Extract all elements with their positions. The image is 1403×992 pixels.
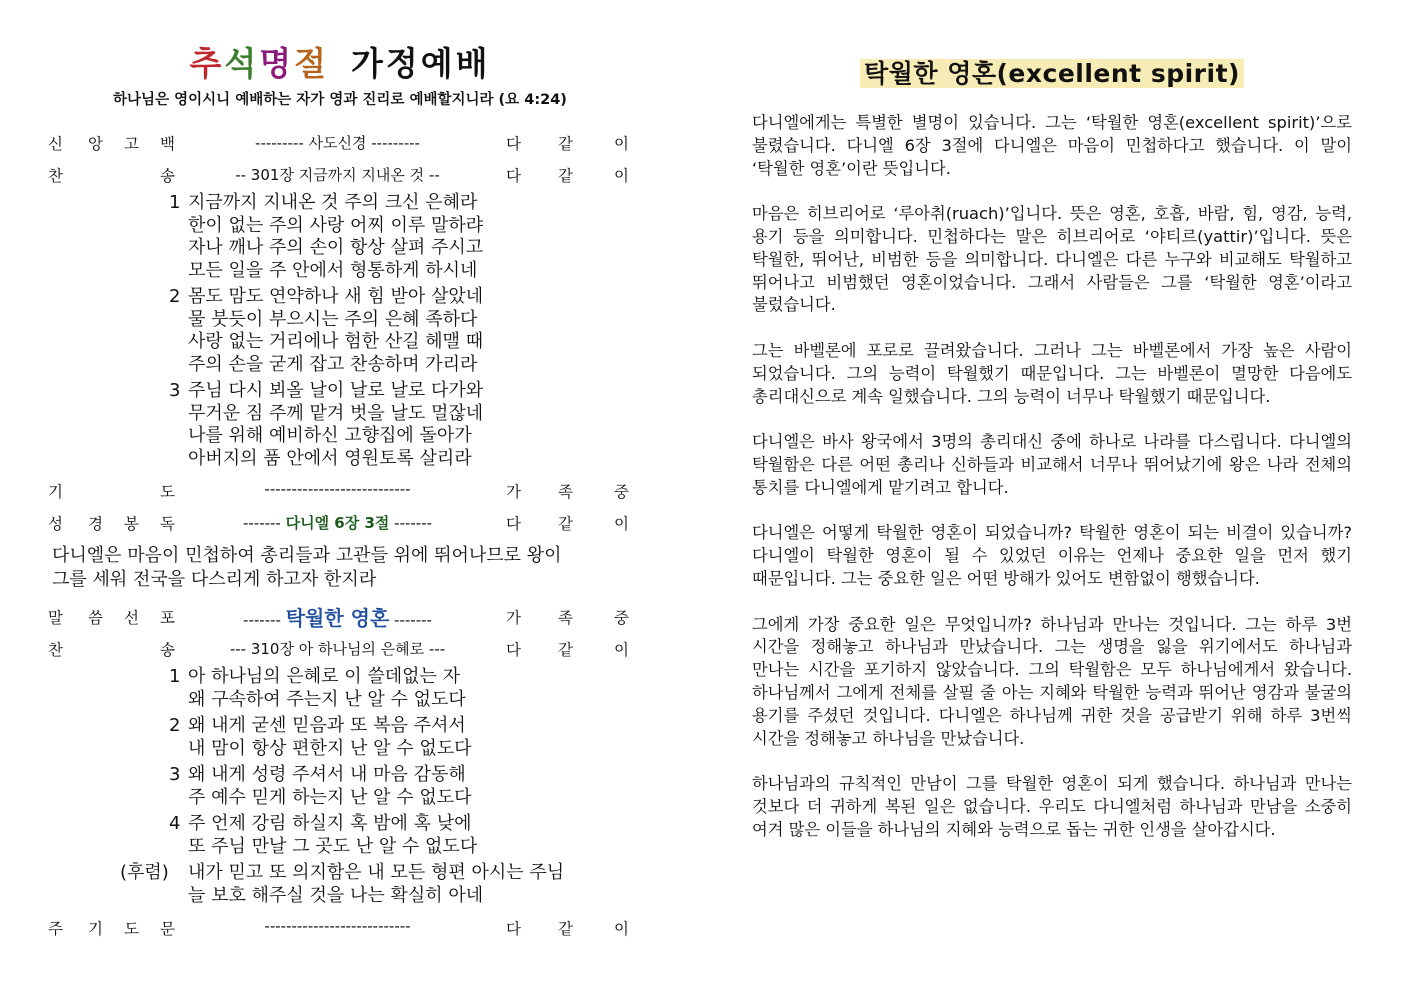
hymn-verse bbox=[40, 715, 640, 760]
scripture-reading bbox=[52, 544, 640, 592]
row-right-char: 가 bbox=[506, 483, 521, 501]
hymn-verse bbox=[40, 813, 640, 858]
sermon-paragraph: 마음은 히브리어로 ‘루아취(ruach)’입니다. 뜻은 영혼, 호흡, 바람, 힘, 영감, 능력, 용기 등을 의미합니다. 민첩하다는 말은 히브리어로 ‘야티르(yattir)’입니다. 뜻은 탁월한, 뛰어난, 비범한 등을 의미합니다. 다니엘은 다른 누구와 비교해도 탁월하고 뛰어나고 비범했던 영혼이었습니다. 그래서 사람들은 그를 ‘탁월한 영혼’이라고 불렀습니다. bbox=[752, 204, 1352, 315]
row-right-char: 이 bbox=[614, 515, 629, 533]
row-right-char: 같 bbox=[558, 167, 573, 185]
reading-line: 그를 세워 전국을 다스리게 하고자 한지라 bbox=[52, 569, 377, 590]
verse-line: 사랑 없는 거리에나 험한 산길 헤맬 때 bbox=[188, 331, 484, 352]
row-label-char: 앙 bbox=[88, 135, 103, 153]
row-label-char: 성 bbox=[48, 515, 63, 533]
row-right-char: 다 bbox=[506, 920, 521, 938]
verse-line: 나를 위해 예비하신 고향집에 돌아가 bbox=[188, 425, 472, 446]
row-content: -- 301장 지금까지 지내온 것 -- bbox=[235, 166, 440, 184]
sermon-paragraph: 다니엘은 어떻게 탁월한 영혼이 되었습니까? 탁월한 영혼이 되는 비결이 있습니까? 다니엘이 탁월한 영혼이 될 수 있었던 이유는 언제나 중요한 일을 먼저 했기 때문입니다. 그는 중요한 일은 어떤 방해가 있어도 변함없이 행했습니다. bbox=[752, 523, 1352, 588]
subtitle-verse: 하나님은 영이시니 예배하는 자가 영과 진리로 예배할지니라 (요 4:24) bbox=[113, 92, 567, 108]
title-char: 명 bbox=[259, 44, 295, 83]
row-right-char: 중 bbox=[614, 609, 629, 627]
hymn-verse bbox=[40, 286, 640, 376]
verse-line: 주 예수 믿게 하는지 난 알 수 없도다 bbox=[188, 786, 472, 808]
order-row-scripture bbox=[40, 506, 640, 538]
verse-line: 왜 구속하여 주는지 난 알 수 없도다 bbox=[188, 688, 466, 710]
hymn-verse bbox=[40, 380, 640, 470]
left-page bbox=[40, 30, 640, 943]
row-label-char: 봉 bbox=[124, 515, 139, 533]
row-right-char: 다 bbox=[506, 515, 521, 533]
verse-line: 늘 보호 해주실 것을 나는 확실히 아네 bbox=[188, 884, 484, 906]
row-label-char: 선 bbox=[124, 609, 139, 627]
row-right-char: 이 bbox=[614, 135, 629, 153]
verse-line: 자나 깨나 주의 손이 항상 살펴 주시고 bbox=[188, 237, 484, 258]
chorus-label: (후렴) bbox=[120, 862, 169, 883]
order-row-lords-prayer bbox=[40, 911, 640, 943]
sermon-paragraph: 다니엘은 바사 왕국에서 3명의 총리대신 중에 하나로 나라를 다스립니다. 다니엘의 탁월함은 다른 어떤 총리나 신하들과 비교해서 너무나 뛰어났기에 왕은 나라 전체의 통치를 다니엘에게 맡기려고 합니다. bbox=[752, 432, 1352, 497]
sermon-body bbox=[752, 112, 1352, 842]
row-label-char: 경 bbox=[88, 515, 103, 533]
verse-number: 1 bbox=[169, 192, 181, 213]
row-dashes: ------- bbox=[389, 514, 433, 532]
sermon-title: 탁월한 영혼 bbox=[285, 606, 390, 630]
row-label-char: 신 bbox=[48, 135, 63, 153]
row-content: --------------------------- bbox=[264, 480, 411, 498]
verse-number: 3 bbox=[169, 380, 181, 401]
page-title bbox=[40, 38, 640, 82]
verse-line: 한이 없는 주의 사랑 어찌 이루 말하랴 bbox=[188, 214, 484, 236]
sermon-paragraph: 하나님과의 규칙적인 만남이 그를 탁월한 영혼이 되게 했습니다. 하나님과 만나는 것보다 더 귀하게 복된 일은 없습니다. 우리도 다니엘처럼 하나님과 만남을 소중히 여겨 많은 이들을 하나님의 지혜와 능력으로 돕는 귀한 인생을 살아갑시다. bbox=[752, 774, 1352, 839]
title-char: 절 bbox=[294, 44, 330, 83]
row-content: --------------------------- bbox=[264, 917, 411, 935]
verse-line: 아버지의 품 안에서 영원토록 살리라 bbox=[188, 447, 472, 469]
row-label-char: 기 bbox=[48, 483, 63, 501]
row-right-char: 같 bbox=[558, 641, 573, 659]
row-label-char: 도 bbox=[124, 920, 139, 938]
hymn-verse bbox=[40, 666, 640, 711]
order-row-hymn2 bbox=[40, 632, 640, 664]
verse-number: 3 bbox=[169, 764, 181, 785]
row-label-char: 주 bbox=[48, 920, 63, 938]
row-dashes: ------- bbox=[389, 611, 432, 629]
order-row-prayer bbox=[40, 474, 640, 506]
row-right-char: 이 bbox=[614, 920, 629, 938]
verse-line: 지금까지 지내온 것 주의 크신 은혜라 bbox=[188, 192, 478, 213]
title-char: 석 bbox=[224, 44, 260, 83]
row-right-char: 족 bbox=[558, 483, 573, 501]
row-dashes: ------- bbox=[243, 611, 286, 629]
verse-line: 주 언제 강림 하실지 혹 밤에 혹 낮에 bbox=[188, 813, 472, 834]
row-label-char: 고 bbox=[124, 135, 139, 153]
row-label-char: 기 bbox=[88, 920, 103, 938]
verse-line: 몸도 맘도 연약하나 새 힘 받아 살았네 bbox=[188, 286, 484, 307]
reading-line: 다니엘은 마음이 민첩하여 총리들과 고관들 위에 뛰어나므로 왕이 bbox=[52, 545, 562, 566]
row-content: --- 310장 아 하나님의 은혜로 --- bbox=[229, 640, 446, 658]
hymn-chorus bbox=[40, 862, 640, 907]
row-label-char: 독 bbox=[160, 515, 175, 533]
row-right-char: 가 bbox=[506, 609, 521, 627]
row-content bbox=[185, 602, 490, 631]
row-right-char: 이 bbox=[614, 641, 629, 659]
row-label-char: 말 bbox=[48, 609, 63, 627]
hymn-verse bbox=[40, 192, 640, 282]
row-label-char: 송 bbox=[160, 167, 175, 185]
row-dashes: ------- bbox=[242, 514, 286, 532]
sermon-paragraph: 그에게 가장 중요한 일은 무엇입니까? 하나님과 만나는 것입니다. 그는 하루 3번 시간을 정해놓고 하나님과 만났습니다. 그는 생명을 잃을 위기에서도 하나님과 만나는 시간을 포기하지 않았습니다. 그의 탁월함은 모두 하나님에게서 왔습니다. 하나님께서 그에게 전체를 살필 줄 아는 지혜와 탁월한 능력과 뛰어난 영감과 불굴의 용기를 주셨던 것입니다. 다니엘은 하나님께 귀한 것을 공급받기 위해 하루 3번씩 시간을 정해놓고 하나님을 만났습니다. bbox=[752, 614, 1352, 748]
verse-line: 왜 내게 굳센 믿음과 또 복음 주셔서 bbox=[188, 715, 466, 736]
verse-line: 물 붓듯이 부으시는 주의 은혜 족하다 bbox=[188, 308, 478, 330]
row-label-char: 문 bbox=[160, 920, 175, 938]
verse-number: 1 bbox=[169, 666, 181, 687]
sermon-paragraph: 그는 바벨론에 포로로 끌려왔습니다. 그러나 그는 바벨론에서 가장 높은 사람이 되었습니다. 그의 능력이 탁월했기 때문입니다. 그는 바벨론이 멸망한 다음에도 총리대신으로 계속 일했습니다. 그의 능력이 너무나 탁월했기 때문입니다. bbox=[752, 340, 1352, 406]
row-right-char: 이 bbox=[614, 167, 629, 185]
title-char: 추 bbox=[189, 44, 225, 83]
order-row-creed bbox=[40, 126, 640, 158]
verse-line: 내 맘이 항상 편한지 난 알 수 없도다 bbox=[188, 737, 472, 759]
sermon-paragraph: 다니엘에게는 특별한 별명이 있습니다. 그는 ‘탁월한 영혼(excellent spirit)’으로 불렸습니다. 다니엘 6장 3절에 다니엘은 마음이 민첩하다고 했습니다. 이 말이 ‘탁월한 영혼’이란 뜻입니다. bbox=[752, 113, 1352, 178]
verse-line: 주님 다시 뵈올 날이 날로 날로 다가와 bbox=[188, 380, 484, 401]
verse-line: 모든 일을 주 안에서 형통하게 하시네 bbox=[188, 259, 478, 281]
verse-number: 4 bbox=[169, 813, 181, 834]
order-row-hymn1 bbox=[40, 158, 640, 190]
hymn-verse bbox=[40, 764, 640, 809]
row-right-char: 같 bbox=[558, 135, 573, 153]
row-label-char: 포 bbox=[160, 609, 175, 627]
row-right-char: 족 bbox=[558, 609, 573, 627]
row-label-char: 송 bbox=[160, 641, 175, 659]
row-label-char: 찬 bbox=[48, 641, 63, 659]
row-right-char: 다 bbox=[506, 135, 521, 153]
verse-line: 왜 내게 성령 주셔서 내 마음 감동해 bbox=[188, 764, 466, 785]
row-right-char: 중 bbox=[614, 483, 629, 501]
row-label-char: 백 bbox=[160, 135, 175, 153]
row-content bbox=[185, 512, 490, 533]
row-right-char: 다 bbox=[506, 641, 521, 659]
verse-line: 주의 손을 굳게 잡고 찬송하며 가리라 bbox=[188, 353, 478, 375]
order-row-sermon bbox=[40, 600, 640, 632]
row-right-char: 다 bbox=[506, 167, 521, 185]
sermon-heading bbox=[752, 54, 1352, 88]
row-right-char: 같 bbox=[558, 920, 573, 938]
row-label-char: 씀 bbox=[88, 609, 103, 627]
verse-number: 2 bbox=[169, 286, 181, 307]
row-label-char: 도 bbox=[160, 483, 175, 501]
row-label-char: 찬 bbox=[48, 167, 63, 185]
verse-line: 아 하나님의 은혜로 이 쓸데없는 자 bbox=[188, 666, 461, 687]
verse-line: 내가 믿고 또 의지함은 내 모든 형편 아시는 주님 bbox=[188, 862, 565, 883]
verse-line: 또 주님 만날 그 곳도 난 알 수 없도다 bbox=[188, 835, 478, 857]
sermon-heading-text: 탁월한 영혼(excellent spirit) bbox=[860, 59, 1244, 88]
scripture-reference: 다니엘 6장 3절 bbox=[285, 514, 390, 532]
title-rest: 가정예배 bbox=[351, 44, 491, 83]
right-page bbox=[752, 30, 1352, 864]
row-right-char: 같 bbox=[558, 515, 573, 533]
row-content: --------- 사도신경 --------- bbox=[255, 134, 420, 152]
verse-number: 2 bbox=[169, 715, 181, 736]
verse-line: 무거운 짐 주께 맡겨 벗을 날도 멀잖네 bbox=[188, 402, 484, 424]
